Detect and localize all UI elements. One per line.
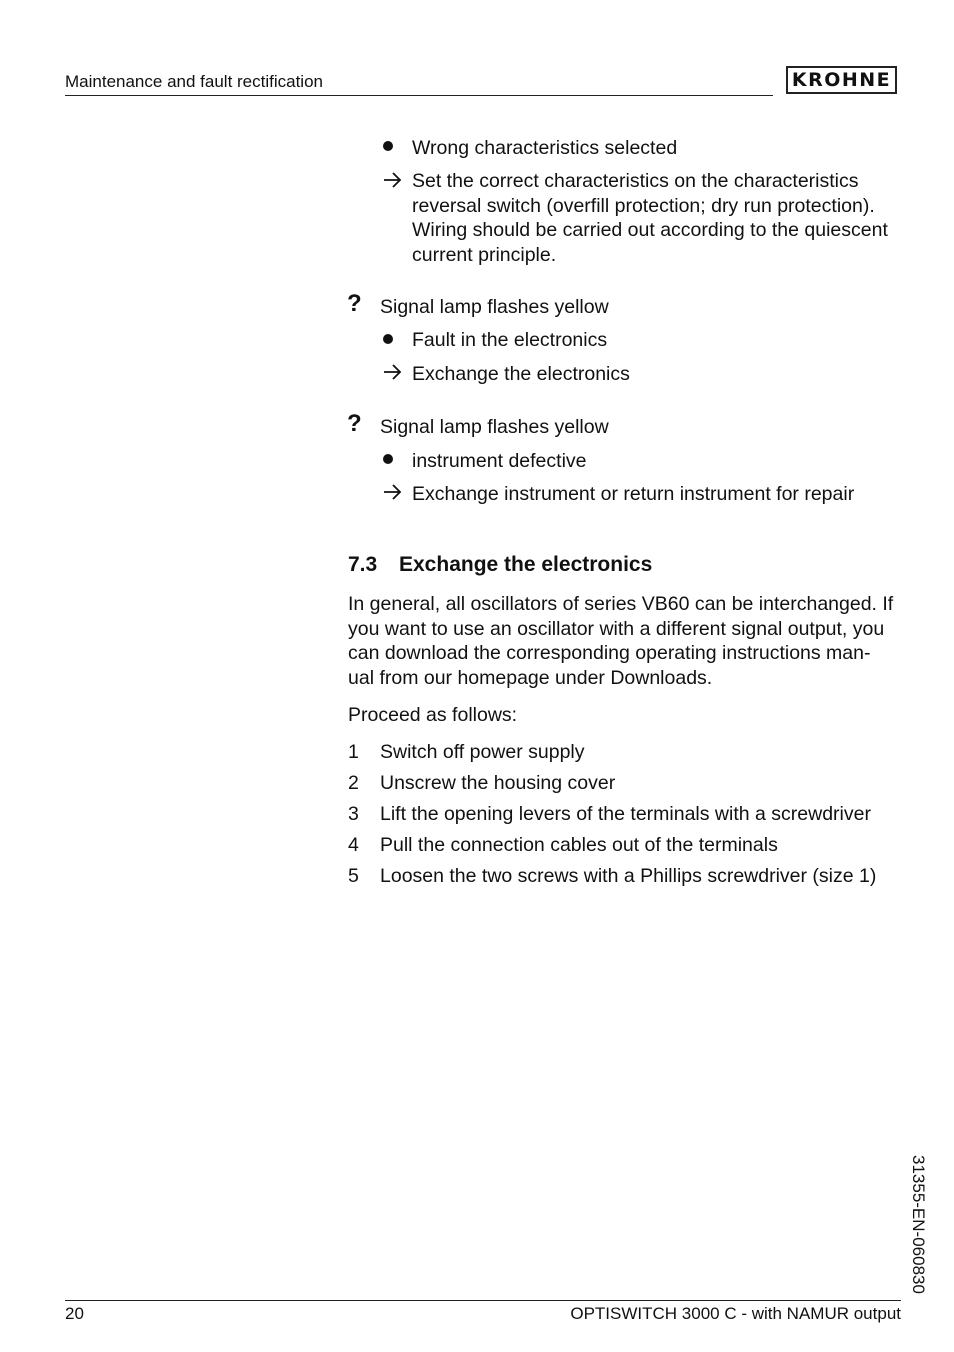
remedy-text: Exchange instrument or return instrument for repair (412, 483, 855, 505)
step-number: 2 (348, 772, 359, 794)
step-text: Pull the connection cables out of the terminals (380, 834, 778, 856)
bullet-dot-icon (383, 334, 393, 344)
bullet-dot-icon (383, 141, 393, 151)
section-number: 7.3 (348, 553, 378, 576)
arrow-right-icon (383, 170, 403, 190)
cause-text: instrument defective (412, 450, 587, 472)
fault-question: Signal lamp flashes yellow (380, 296, 609, 318)
running-header: Maintenance and fault rectification (65, 72, 323, 91)
section-title: Exchange the electronics (399, 553, 653, 576)
step-text: Unscrew the housing cover (380, 772, 616, 794)
header-rule (65, 95, 773, 96)
remedy-line: reversal switch (overfill protection; dry run protection). (412, 195, 875, 217)
question-mark-icon: ? (347, 410, 362, 437)
fault-question: Signal lamp flashes yellow (380, 416, 609, 438)
question-mark-icon: ? (347, 290, 362, 317)
paragraph-line: ual from our homepage under Downloads. (348, 667, 713, 689)
step-number: 3 (348, 803, 359, 825)
paragraph-line: In general, all oscillators of series VB60 can be interchanged. If (348, 593, 894, 615)
footer-rule (65, 1300, 901, 1301)
document-id: 31355-EN-060830 (909, 1155, 928, 1294)
bullet-dot-icon (383, 454, 393, 464)
remedy-line: Wiring should be carried out according to the quiescent (412, 219, 888, 241)
page-number: 20 (65, 1304, 84, 1323)
remedy-line: Set the correct characteristics on the characteristics (412, 170, 859, 192)
step-text: Switch off power supply (380, 741, 585, 763)
cause-text: Fault in the electronics (412, 329, 608, 351)
arrow-right-icon (383, 482, 403, 502)
krohne-logo: KROHNE (786, 66, 897, 94)
step-number: 4 (348, 834, 359, 856)
step-number: 5 (348, 865, 359, 887)
step-text: Lift the opening levers of the terminals with a screwdriver (380, 803, 871, 825)
step-number: 1 (348, 741, 359, 763)
arrow-right-icon (383, 362, 403, 382)
remedy-text: Exchange the electronics (412, 363, 630, 385)
product-name: OPTISWITCH 3000 C - with NAMUR output (570, 1304, 901, 1323)
step-text: Loosen the two screws with a Phillips screwdriver (size 1) (380, 865, 877, 887)
remedy-line: current principle. (412, 244, 557, 266)
paragraph-line: you want to use an oscillator with a different signal output, you (348, 618, 885, 640)
cause-text: Wrong characteristics selected (412, 137, 678, 159)
paragraph-line: can download the corresponding operating instructions man- (348, 642, 871, 664)
intro-text: Proceed as follows: (348, 704, 518, 726)
